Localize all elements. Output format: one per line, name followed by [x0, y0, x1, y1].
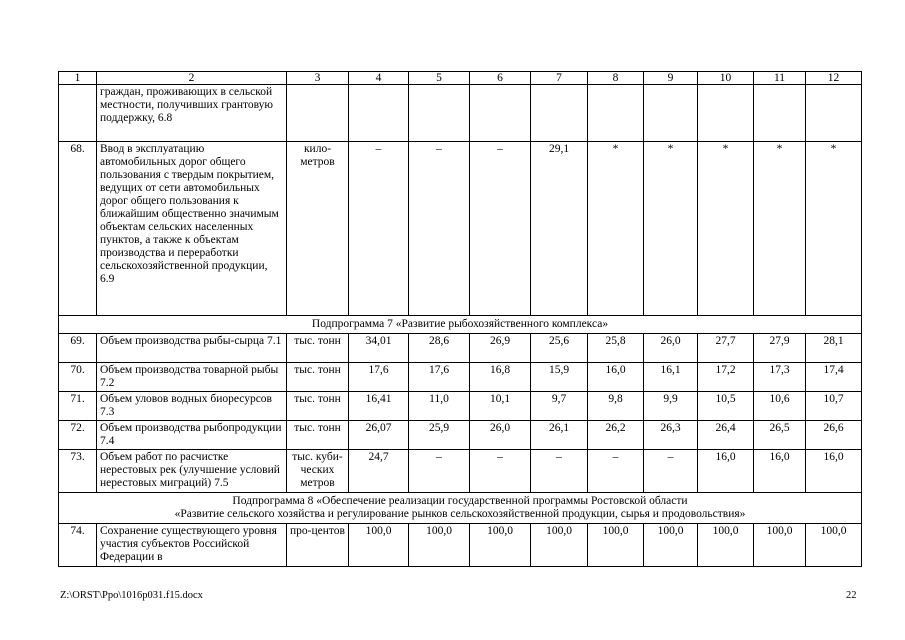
column-header: 9 — [644, 72, 698, 85]
value-cell: 100,0 — [698, 524, 754, 567]
row-number: 68. — [59, 142, 97, 316]
subprogram-header-row — [59, 316, 862, 334]
table-row — [59, 363, 862, 392]
value-cell: 26,6 — [806, 421, 862, 450]
subprogram-title — [59, 493, 862, 524]
row-number: 74. — [59, 524, 97, 567]
indicator-name: Сохранение существующего уровня участия субъектов Российской Федерации в — [97, 524, 287, 567]
value-cell: 17,3 — [754, 363, 806, 392]
value-cell: 16,1 — [644, 363, 698, 392]
value-cell — [754, 85, 806, 142]
unit-cell: про-центов — [287, 524, 349, 567]
value-cell: 17,6 — [349, 363, 409, 392]
value-cell: 27,9 — [754, 334, 806, 363]
unit-cell: тыс. тонн — [287, 334, 349, 363]
unit-cell: тыс. тонн — [287, 363, 349, 392]
value-cell: 26,5 — [754, 421, 806, 450]
value-cell: 25,9 — [409, 421, 470, 450]
indicator-name: Ввод в эксплуатацию автомобильных дорог общего пользования с твердым покрытием, ведущих от сети автомобильных дорог общего пользования к ближайшим общественно значимым объектам сельских населенных пунктов, а также к объектам производства и переработки сельскохозяйственной продукции, 6.9 — [97, 142, 287, 316]
value-cell: 10,1 — [470, 392, 531, 421]
column-header: 6 — [470, 72, 531, 85]
value-cell: – — [409, 142, 470, 316]
value-cell: 25,8 — [588, 334, 644, 363]
table-row — [59, 421, 862, 450]
value-cell: 16,0 — [698, 450, 754, 493]
value-cell — [588, 85, 644, 142]
value-cell: 10,5 — [698, 392, 754, 421]
value-cell: 11,0 — [409, 392, 470, 421]
value-cell: 17,4 — [806, 363, 862, 392]
indicator-name: Объем производства рыбопродукции 7.4 — [97, 421, 287, 450]
value-cell: 26,0 — [644, 334, 698, 363]
table-row — [59, 85, 862, 142]
unit-cell: тыс. тонн — [287, 392, 349, 421]
column-header-row — [59, 72, 862, 85]
value-cell: 17,6 — [409, 363, 470, 392]
value-cell: 17,2 — [698, 363, 754, 392]
value-cell: 9,8 — [588, 392, 644, 421]
value-cell: 10,6 — [754, 392, 806, 421]
value-cell: 28,6 — [409, 334, 470, 363]
unit-cell — [287, 85, 349, 142]
value-cell: 16,0 — [754, 450, 806, 493]
value-cell: * — [754, 142, 806, 316]
table-row — [59, 334, 862, 363]
value-cell: 24,7 — [349, 450, 409, 493]
unit-cell: тыс. тонн — [287, 421, 349, 450]
value-cell: 100,0 — [588, 524, 644, 567]
value-cell: – — [644, 450, 698, 493]
row-number: 69. — [59, 334, 97, 363]
value-cell: 100,0 — [806, 524, 862, 567]
value-cell — [470, 85, 531, 142]
value-cell — [349, 85, 409, 142]
page-number: 22 — [846, 590, 857, 601]
column-header: 12 — [806, 72, 862, 85]
row-number: 71. — [59, 392, 97, 421]
value-cell: 27,7 — [698, 334, 754, 363]
column-header: 11 — [754, 72, 806, 85]
table-row — [59, 392, 862, 421]
value-cell: 28,1 — [806, 334, 862, 363]
value-cell: 15,9 — [531, 363, 588, 392]
value-cell — [806, 85, 862, 142]
value-cell: * — [698, 142, 754, 316]
value-cell: 26,9 — [470, 334, 531, 363]
value-cell: 100,0 — [349, 524, 409, 567]
column-header: 2 — [97, 72, 287, 85]
value-cell: 26,4 — [698, 421, 754, 450]
row-number — [59, 85, 97, 142]
subprogram-title-line: Подпрограмма 8 «Обеспечение реализации государственной программы Ростовской области — [232, 495, 688, 507]
value-cell: – — [470, 142, 531, 316]
subprogram-title-line: «Развитие сельского хозяйства и регулирование рынков сельскохозяйственной продукции, сырья и продовольствия» — [174, 508, 746, 520]
value-cell: * — [806, 142, 862, 316]
file-path-footer: Z:\ORST\Ppo\1016p031.f15.docx — [60, 590, 203, 601]
value-cell: 26,1 — [531, 421, 588, 450]
table-row — [59, 524, 862, 567]
column-header: 8 — [588, 72, 644, 85]
value-cell: 29,1 — [531, 142, 588, 316]
subprogram-title-line: Подпрограмма 7 «Развитие рыбохозяйственного комплекса» — [311, 318, 609, 330]
value-cell: 100,0 — [470, 524, 531, 567]
indicator-name: Объем уловов водных биоресурсов 7.3 — [97, 392, 287, 421]
value-cell: 34,01 — [349, 334, 409, 363]
value-cell: 16,41 — [349, 392, 409, 421]
value-cell: 9,7 — [531, 392, 588, 421]
value-cell: 16,0 — [806, 450, 862, 493]
value-cell: 26,2 — [588, 421, 644, 450]
row-number: 73. — [59, 450, 97, 493]
value-cell — [698, 85, 754, 142]
value-cell: – — [531, 450, 588, 493]
value-cell: 25,6 — [531, 334, 588, 363]
indicator-name: граждан, проживающих в сельской местности, получивших грантовую поддержку, 6.8 — [97, 85, 287, 142]
indicator-name: Объем производства товарной рыбы 7.2 — [97, 363, 287, 392]
table-row — [59, 450, 862, 493]
unit-cell: тыс. куби-ческих метров — [287, 450, 349, 493]
value-cell: 16,8 — [470, 363, 531, 392]
subprogram-title — [59, 316, 862, 334]
indicator-name: Объем производства рыбы-сырца 7.1 — [97, 334, 287, 363]
indicator-name: Объем работ по расчистке нерестовых рек (улучшение условий нерестовых миграций) 7.5 — [97, 450, 287, 493]
value-cell: 16,0 — [588, 363, 644, 392]
table-body — [59, 72, 862, 567]
value-cell — [531, 85, 588, 142]
value-cell — [644, 85, 698, 142]
value-cell: 100,0 — [754, 524, 806, 567]
value-cell: 26,07 — [349, 421, 409, 450]
value-cell: 100,0 — [409, 524, 470, 567]
column-header: 5 — [409, 72, 470, 85]
column-header: 4 — [349, 72, 409, 85]
value-cell: – — [588, 450, 644, 493]
table-row — [59, 142, 862, 316]
value-cell: – — [470, 450, 531, 493]
subprogram-header-row — [59, 493, 862, 524]
column-header: 3 — [287, 72, 349, 85]
value-cell: 100,0 — [644, 524, 698, 567]
row-number: 70. — [59, 363, 97, 392]
unit-cell: кило-метров — [287, 142, 349, 316]
column-header: 7 — [531, 72, 588, 85]
value-cell: 10,7 — [806, 392, 862, 421]
value-cell: – — [349, 142, 409, 316]
indicators-table — [58, 71, 862, 567]
value-cell: * — [588, 142, 644, 316]
value-cell: * — [644, 142, 698, 316]
value-cell — [409, 85, 470, 142]
value-cell: 100,0 — [531, 524, 588, 567]
value-cell: 9,9 — [644, 392, 698, 421]
column-header: 10 — [698, 72, 754, 85]
value-cell: – — [409, 450, 470, 493]
row-number: 72. — [59, 421, 97, 450]
column-header: 1 — [59, 72, 97, 85]
value-cell: 26,3 — [644, 421, 698, 450]
value-cell: 26,0 — [470, 421, 531, 450]
